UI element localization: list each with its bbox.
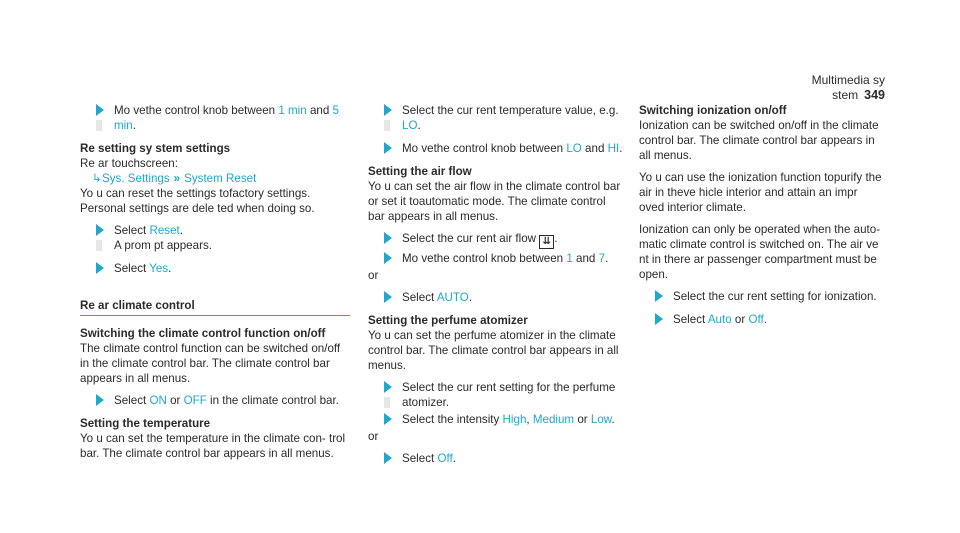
value-lo: LO: [402, 119, 418, 132]
value-low: Low: [590, 413, 612, 426]
step-text: Select: [673, 313, 708, 326]
value-auto: Auto: [707, 313, 732, 326]
path-corner-icon: ↳: [92, 172, 102, 185]
step-arrow-icon: [96, 104, 104, 116]
value-off: Off: [437, 452, 453, 465]
value-hi: HI: [607, 142, 620, 155]
value-5min: 5 min: [114, 104, 339, 132]
section-name: Multimedia sy stem: [811, 73, 885, 102]
step-arrow-icon: [384, 252, 392, 264]
step-text: Mo vethe control knob between: [402, 252, 567, 265]
step-text: Select the cur rent air flow: [402, 232, 540, 245]
step-text: .: [179, 224, 183, 237]
step-text: Mo vethe control knob between: [402, 142, 567, 155]
step-bar: [384, 120, 390, 131]
path-system-reset: System Reset: [184, 172, 257, 185]
column-2: [368, 103, 623, 474]
step-select-auto: [368, 290, 623, 305]
step-text: .: [417, 119, 421, 132]
column-1: [80, 103, 352, 468]
value-auto: AUTO: [436, 291, 469, 304]
perfume-heading: Setting the perfume atomizer: [368, 314, 528, 327]
step-arrow-icon: [384, 452, 392, 464]
step-text: .: [452, 452, 456, 465]
reset-touchscreen-label: Re ar touchscreen:: [80, 157, 178, 170]
temp-heading: Setting the temperature: [80, 417, 211, 430]
value-lo: LO: [566, 142, 582, 155]
step-text: .: [168, 262, 172, 275]
menu-path: [80, 171, 352, 186]
step-select-ionization-setting: [639, 289, 884, 304]
step-text: or: [574, 413, 591, 426]
step-arrow-icon: [384, 381, 392, 393]
reset-body: Yo u can reset the settings tofactory settings. Personal settings are dele ted when doing so.: [80, 187, 315, 215]
step-arrow-icon: [655, 313, 663, 325]
page-number: 349: [864, 88, 885, 102]
ionization-body-2: Yo u can use the ionization function topurify the air in theve hicle interior and attain an impr oved interior climate.: [639, 171, 882, 214]
step-select-off: [368, 451, 623, 466]
step-bar: [96, 120, 102, 131]
step-text: or: [731, 313, 749, 326]
step-text: Select: [402, 291, 437, 304]
step-text: .: [554, 232, 558, 245]
value-yes: Yes: [149, 262, 169, 275]
value-1min: 1 min: [278, 104, 307, 117]
page-header: [760, 73, 885, 103]
step-text: and: [306, 104, 333, 117]
airflow-heading: Setting the air flow: [368, 165, 472, 178]
step-text: Select the cur rent temperature value, e.g.: [402, 104, 619, 117]
temp-body: Yo u can set the temperature in the climate con‐ trol bar. The climate control bar appears in all menus.: [80, 432, 346, 460]
ionization-heading: Switching ionization on/off: [639, 104, 787, 117]
switch-body: The climate control function can be switched on/off in the climate control bar. The climate control bar appears in all menus.: [80, 342, 341, 385]
step-text: Select: [114, 262, 150, 275]
step-select-reset: [80, 223, 352, 253]
step-subtext: A prom pt appears.: [114, 239, 212, 252]
step-arrow-icon: [96, 224, 104, 236]
step-text: Mo vethe control knob between: [114, 104, 279, 117]
step-select-intensity: [368, 412, 623, 427]
step-text: Select the cur rent setting for ionization.: [673, 290, 877, 303]
step-text: Select the intensity: [402, 413, 503, 426]
step-text: or: [166, 394, 184, 407]
value-off: OFF: [183, 394, 207, 407]
value-off: Off: [748, 313, 764, 326]
section-title: Re ar climate control: [80, 298, 350, 316]
step-arrow-icon: [384, 142, 392, 154]
step-select-yes: [80, 261, 352, 276]
airflow-icon: ⇊: [539, 235, 554, 249]
step-arrow-icon: [96, 262, 104, 274]
path-separator-icon: »: [173, 172, 181, 185]
step-text: ,: [526, 413, 533, 426]
perfume-body: Yo u can set the perfume atomizer in the climate control bar. The climate control bar appears in all menus.: [368, 329, 619, 372]
step-text: .: [763, 313, 767, 326]
step-select-perfume-setting: [368, 380, 623, 410]
step-text: .: [605, 252, 609, 265]
value-7: 7: [598, 252, 606, 265]
step-text: .: [132, 119, 136, 132]
step-select-auto-off: [639, 312, 884, 327]
step-select-on-off: [80, 393, 352, 408]
step-text: Select: [114, 224, 150, 237]
value-high: High: [502, 413, 527, 426]
step-arrow-icon: [384, 291, 392, 303]
switch-heading: Switching the climate control function on/off: [80, 327, 326, 340]
airflow-body: Yo u can set the air flow in the climate control bar or set it toautomatic mode. The climate control bar appears in all menus.: [368, 180, 621, 223]
step-move-knob-lo-hi: [368, 141, 623, 156]
column-3: [639, 103, 884, 335]
step-text: in the climate control bar.: [206, 394, 339, 407]
step-text: Select the cur rent setting for the perfume atomizer.: [402, 381, 616, 409]
step-text: .: [619, 142, 623, 155]
step-bar: [384, 397, 390, 408]
ionization-body-1: Ionization can be switched on/off in the climate control bar. The climate control bar appears in all menus.: [639, 119, 879, 162]
step-select-airflow: [368, 231, 623, 249]
step-text: Select: [402, 452, 438, 465]
step-text: .: [611, 413, 615, 426]
step-move-knob-min: [80, 103, 352, 133]
step-move-knob-1-7: [368, 251, 623, 266]
reset-heading: Re setting sy stem settings: [80, 142, 231, 155]
or-separator: or: [368, 269, 379, 282]
step-arrow-icon: [384, 104, 392, 116]
step-arrow-icon: [96, 394, 104, 406]
value-reset: Reset: [149, 224, 180, 237]
path-sys-settings: Sys. Settings: [102, 172, 170, 185]
step-arrow-icon: [384, 413, 392, 425]
step-arrow-icon: [655, 290, 663, 302]
ionization-body-3: Ionization can only be operated when the auto‐ matic climate control is switched on. The air ve nt in there ar passenger compartment must be open.: [639, 223, 881, 281]
step-text: .: [468, 291, 473, 304]
value-1: 1: [566, 252, 573, 265]
step-text: and: [572, 252, 599, 265]
or-separator: or: [368, 430, 379, 443]
step-select-temp: [368, 103, 623, 133]
value-on: ON: [149, 394, 167, 407]
step-arrow-icon: [384, 232, 392, 244]
step-bar: [96, 240, 102, 251]
step-text: and: [581, 142, 608, 155]
value-medium: Medium: [532, 413, 575, 426]
step-text: Select: [114, 394, 150, 407]
